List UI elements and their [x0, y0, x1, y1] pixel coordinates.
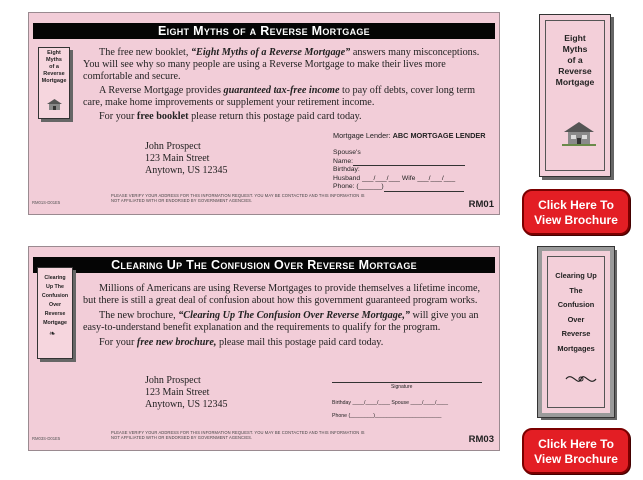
cta-paragraph: For your free booklet please return this postage paid card today. — [99, 111, 362, 122]
swirl-ornament-icon — [564, 371, 598, 387]
brochure-paragraph: The new brochure, “Clearing Up The Confusion Over Reverse Mortgage,” will give you an easy-to-understand benefit explanation and the requirements to qualify for the program. — [83, 310, 479, 333]
mini-brochure-image — [37, 267, 73, 359]
card-title-banner: Clearing Up The Confusion Over Reverse Mortgage — [33, 257, 495, 273]
reply-form: Birthday ____/____/____ Spouse ____/____/____ Phone (________)_______________________ — [332, 400, 448, 419]
mortgage-lender: Mortgage Lender: ABC MORTGAGE LENDER — [333, 131, 486, 140]
benefit-paragraph: A Reverse Mortgage provides guaranteed tax-free income to pay off debts, cover long term care, make home improvements or supplement your retirement income. — [83, 85, 476, 108]
brochure-title: Clearing Up The Confusion Over Reverse Mortgages — [555, 271, 597, 353]
disclaimer-text: PLEASE VERIFY YOUR ADDRESS FOR THIS INFORMATION REQUEST. YOU MAY BE CONTACTED AND THIS INFORMATION IS NOT AFFILIATED WITH OR ENDORSED BY GOVERNMENT AGENCIES. — [111, 193, 365, 203]
brochure-cover-clearing-up[interactable] — [538, 247, 614, 417]
house-icon — [46, 98, 63, 110]
signature-line — [332, 382, 482, 383]
card-title-banner: Eight Myths of a Reverse Mortgage — [33, 23, 495, 39]
card-code: RM01S-D01E5 — [32, 200, 61, 205]
mailing-address: John Prospect 123 Main Street Anytown, US 12345 — [145, 141, 228, 176]
brochure-cover-border — [545, 20, 605, 171]
intro-paragraph: The free new booklet, “Eight Myths of a Reverse Mortgage” answers many misconceptions. You will see why so many people are using a Reverse Mortgage to make their lives more comfortable and secure. — [83, 47, 480, 82]
mini-brochure-title: Clearing Up The Confusion Over Reverse Mortgage — [41, 275, 69, 326]
view-brochure-button-rm03[interactable]: Click Here To View Brochure — [522, 428, 630, 474]
cta-paragraph: For your free new brochure, please mail this postage paid card today. — [99, 337, 384, 348]
mini-booklet-image — [38, 47, 70, 119]
signature-label: Signature — [391, 384, 413, 390]
card-id-label: RM01 — [468, 199, 494, 210]
view-brochure-button-rm01[interactable]: Click Here To View Brochure — [522, 189, 630, 235]
mailing-address: John Prospect 123 Main Street Anytown, US 12345 — [145, 375, 228, 410]
brochure-cover-eight-myths[interactable] — [539, 14, 611, 177]
postcard-rm01 — [28, 12, 500, 215]
disclaimer-text: PLEASE VERIFY YOUR ADDRESS FOR THIS INFORMATION REQUEST. YOU MAY BE CONTACTED AND THIS INFORMATION IS NOT AFFILIATED WITH OR ENDORSED BY GOVERNMENT AGENCIES. — [111, 430, 365, 440]
brochure-title: Eight Myths of a Reverse Mortgage — [555, 33, 595, 87]
intro-paragraph: Millions of Americans are using Reverse Mortgages to provide themselves a lifetime income, but there is still a great deal of confusion about how this government guaranteed program works. — [83, 283, 481, 306]
mini-booklet-title: Eight Myths of a Reverse Mortgage — [41, 50, 67, 84]
house-icon — [562, 120, 596, 146]
card-id-label: RM03 — [468, 434, 494, 445]
reply-form: Spouse's Name: Birthday: Husband ___/___/___ Wife ___/___/___ Phone: (______) — [333, 149, 465, 192]
swirl-ornament-icon: ❧ — [49, 329, 56, 338]
brochure-cover-border — [547, 256, 605, 408]
postcard-rm03 — [28, 246, 500, 451]
card-code: RM03S-D01E5 — [32, 436, 61, 441]
